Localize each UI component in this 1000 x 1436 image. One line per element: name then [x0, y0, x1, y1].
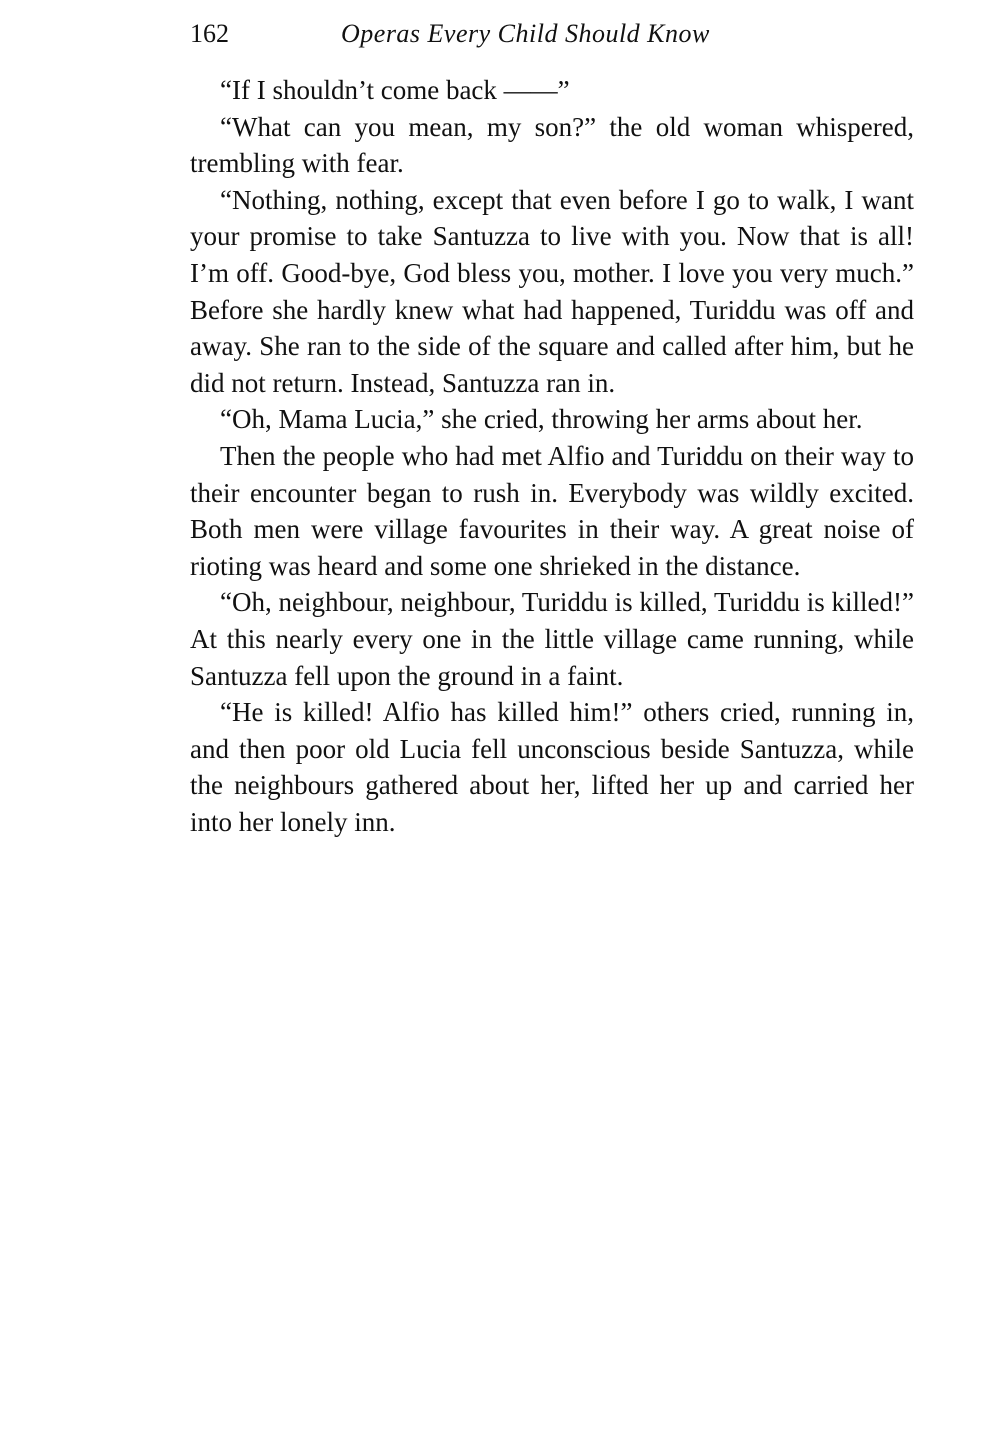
paragraph-oh-mama-lucia: “Oh, Mama Lucia,” she cried, throwing her arms about her. [220, 404, 863, 435]
page-number: 162 [190, 19, 229, 48]
paragraph-he-is-killed: “He is killed! Alfio has killed him!” others cried, running in, and then poor old Lucia fell unconscious beside Santuzza, while the neighbours gathered about her, lifted her up and carried her into her lonely inn. [190, 697, 914, 837]
paragraph-oh-neighbour: “Oh, neighbour, neighbour, Turiddu is killed, Turiddu is killed!” At this nearly every one in the little village came running, while Santuzza fell upon the ground in a faint. [190, 587, 914, 691]
book-title: Operas Every Child Should Know [341, 19, 710, 48]
paragraph-then-the-people: Then the people who had met Alfio and Turiddu on their way to their encounter began to rush in. Everybody was wildly excited. Both men were village favourites in their way. A great noise of rioting was heard and some one shrieked in the distance. [190, 440, 914, 581]
paragraph-if-i-shouldnt: “If I shouldn’t come back ——” [220, 75, 570, 105]
paragraph-nothing-nothing: “Nothing, nothing, except that even before I go to walk, I want your promise to take Santuzza to live with you. Now that is all! I’m off. Good-bye, God bless you, mother. I love you very much.” Before she hardly knew what had happened, Turiddu was off and away. She ran to the side of the square and called after him, but he did not return. Instead, Santuzza ran in. [190, 184, 914, 398]
body-text [190, 72, 914, 840]
paragraph-what-can-you-mean: “What can you mean, my son?” the old woman whispered, trembling with fear. [190, 111, 914, 179]
running-head [190, 14, 914, 54]
